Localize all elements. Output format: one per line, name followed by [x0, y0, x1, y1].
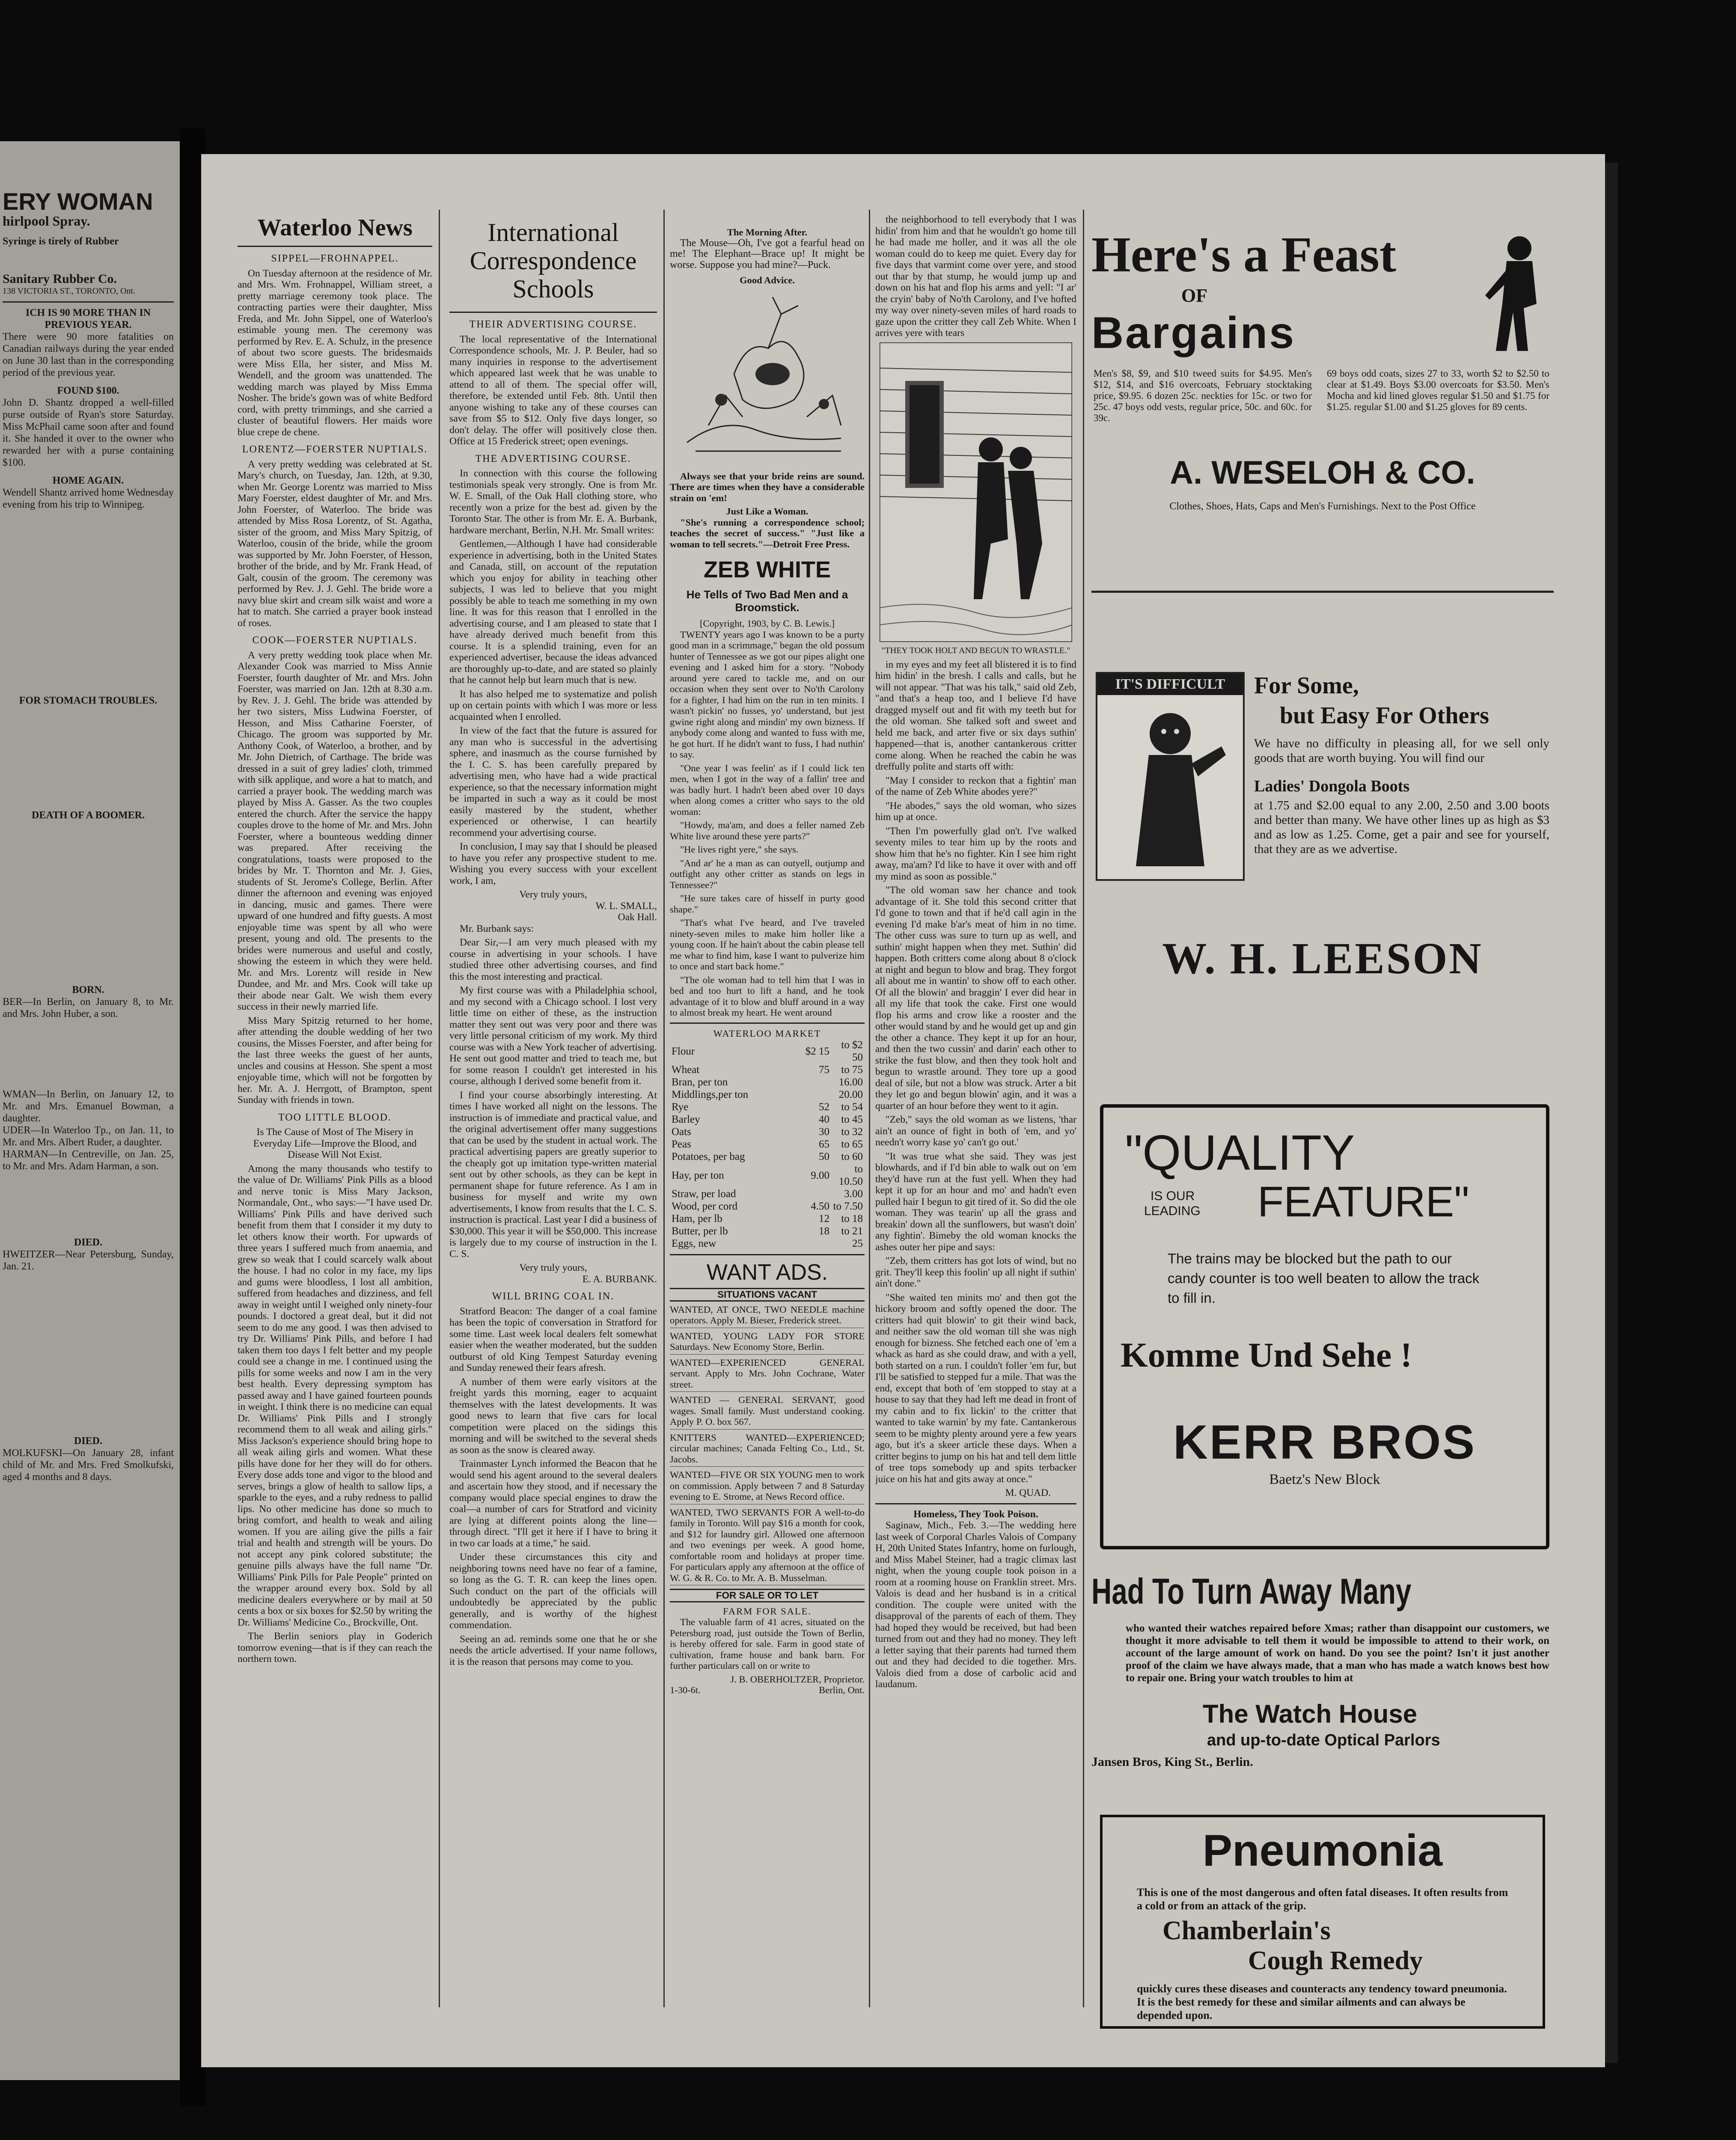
left-line: John D. Shantz dropped a well-filled purse outside of Ryan's store Saturday. Miss McPhail came soon after and found it. She handed it over to the owner who rewarded her with a purse containing $100.	[3, 397, 174, 468]
divider	[875, 1503, 1076, 1504]
article-text: It has also helped me to systematize and polish up on certain points with which I was more or less acquainted when I enrolled.	[449, 688, 657, 722]
bowing-man-icon	[1477, 231, 1549, 360]
column-three	[670, 227, 865, 2003]
left-line: Sanitary Rubber Co.	[3, 272, 117, 286]
market-title: WATERLOO MARKET	[713, 1028, 821, 1039]
feast-of: OF	[1181, 285, 1208, 306]
article-heading: WILL BRING COAL IN.	[492, 1291, 615, 1302]
left-line: HARMAN—In Centreville, on Jan. 25, to Mr. and Mrs. Adam Harman, a son.	[3, 1149, 174, 1172]
waterloo-news-title: Waterloo News	[257, 214, 413, 241]
leeson-name: W. H. LEESON	[1162, 934, 1483, 983]
cartoon-text: The Mouse—Oh, I've got a fearful head on me! The Elephant—Brace up! It might be worse. Suppose you had mine?—Puck.	[670, 237, 865, 270]
article-text: A number of them were early visitors at the freight yards this morning, eager to acquaint themselves with the latest developments. It was good news to learn that five cars for local competition were placed on the sidings this morning and will be switched to the several sheds as soon as the snow is cleared away.	[449, 1376, 657, 1456]
article-text: In view of the fact that the future is assured for any man who is successful in the advertising sphere, and inasmuch as the course furnished by the I. C. S. has been carefully prepared by advertising men, who have had a wide practical experience, so that the necessary information might be imparted in such a way as it could be most easily mastered by the student, whether experienced or otherwise, I can heartily recommend your advertising course.	[449, 725, 657, 838]
cough-remedy-name: Cough Remedy	[1248, 1946, 1423, 1975]
market-item: Peas	[672, 1138, 691, 1150]
divider	[238, 246, 432, 247]
column-rule	[439, 210, 440, 2007]
left-line: BORN.	[72, 984, 104, 996]
market-item: Potatoes, per bag	[672, 1151, 745, 1162]
column-four	[875, 214, 1076, 2003]
article-text: Gentlemen,—Although I have had considerable experience in advertising, both in the United States and Canada, still, on account of the reputation which you enjoy for ability in teaching other subjects, I was led to believe that you might possibly be able to teach me something in my own line. It was for this reason that I enrolled in the advertising course, and I am pleased to state that I have already derived much benefit from this course. It is a splendid training, even for an experienced advertiser, because the ideas advanced are thoroughly up-to-date, and are stated so plainly that he cannot help but learn much that is new.	[449, 538, 657, 686]
leeson-text: at 1.75 and $2.00 equal to any 2.00, 2.50 and 3.00 boots and better than many. We have other lines up as high as $3 and as low as 1.25. Come, get a pair and see for yourself, that they are as we advertise.	[1254, 799, 1549, 856]
left-line: DIED.	[74, 1436, 102, 1447]
left-line: Syringe is tirely of Rubber	[3, 236, 119, 247]
illustration-caption: "THEY TOOK HOLT AND BEGUN TO WRASTLE."	[881, 645, 1070, 655]
market-row	[670, 1163, 865, 1188]
article-text: TWENTY years ago I was known to be a purty good man in a scrimmage," began the old possum hunter of Tennessee as we got our pipes alight one evening and I asked him for a story. "Nobody around yere cared to tackle me, and on our occasion when they sent over to No'th Carolony for a fighter, I had him on the run in ten minits. I wasn't pickin' no fusses, yo' understand, but jest gwine right along and mindin' my own bizness. If anybody come along and wanted to fuss with me, he got hurt. If he didn't want to fuss, I had nuthin' to say.	[670, 629, 865, 760]
article-text: In connection with this course the following testimonials speak very strongly. One is from Mr. W. E. Small, of the Oak Hall clothing store, who recently won a prize for the best ad. given by the Toronto Star. The other is from Mr. E. A. Burbank, hardware merchant, Berlin, N.H. Mr. Small writes:	[449, 468, 657, 536]
farm-text: The valuable farm of 41 acres, situated on the Petersburg road, just outside the Town of Berlin, is hereby offered for sale. Farm in good state of cultivation, frame house and bank barn. For further particulars call on or write to	[670, 1617, 865, 1671]
left-line: HOME AGAIN.	[52, 475, 124, 486]
left-line: WMAN—In Berlin, on January 12, to Mr. and Mrs. Emanuel Bowman, a daughter.	[3, 1089, 174, 1124]
signature: Very truly yours,	[519, 1262, 587, 1273]
cartoon-title: Good Advice.	[740, 275, 795, 285]
watch-house-name: The Watch House	[1203, 1700, 1418, 1728]
market-item: Eggs, new	[672, 1238, 716, 1249]
article-text: "Zeb, them critters has got lots of wind, but no grit. They'll keep this foolin' up all night if suthin' ain't done."	[875, 1255, 1076, 1289]
article-text: Seeing an ad. reminds some one that he or she needs the article advertised. If your name follows, it is the reason that persons may come to you.	[449, 1633, 657, 1667]
signature: E. A. BURBANK.	[582, 1273, 657, 1285]
market-price: to 60	[841, 1151, 863, 1162]
market-price: 3.00	[844, 1188, 863, 1200]
farm-place: Berlin, Ont.	[819, 1685, 865, 1695]
market-price: to 75	[841, 1064, 863, 1076]
leeson-heading-1: For Some,	[1254, 672, 1359, 699]
market-price: to $2 50	[841, 1039, 863, 1063]
farm-date: 1-30-6t.	[670, 1685, 701, 1695]
situations-heading: SITUATIONS VACANT	[670, 1288, 865, 1302]
farm-title: FARM FOR SALE.	[722, 1605, 812, 1617]
article-text: On Tuesday afternoon at the residence of Mr. and Mrs. Wm. Frohnappel, William street, a pretty marriage ceremony took place. The contracting parties were their daughter, Miss Freda, and Mr. John Sippel, one of Waterloo's estimable young men. The ceremony was performed by Rev. E. A. Schulz, in the presence of about two score guests. The bridesmaids were Miss Ella, her sister, and Miss M. Wendell, and the groom was unattended. The wedding march was played by Miss Emma Nosher. The bride's gown was of white Bedford cord, with pretty trimmings, and she carried a cluster of beautiful flowers. Her maids wore blue crepe de chene.	[238, 268, 432, 438]
market-price: 30	[819, 1126, 829, 1138]
market-item: Butter, per lb	[672, 1225, 728, 1237]
left-line: Wendell Shantz arrived home Wednesday evening from his trip to Winnipeg.	[3, 487, 174, 510]
market-price: to 21	[841, 1225, 863, 1237]
weseloh-name: A. WESELOH & CO.	[1170, 455, 1475, 491]
market-price: to 65	[841, 1138, 863, 1150]
leeson-boots: Ladies' Dongola Boots	[1254, 777, 1410, 795]
article-text: "That's what I've heard, and I've traveled ninety-seven miles to make him holler like a young coon. If he hain't about the cabin please tell me whar to find him, kase I want to pulverize him to once and start back home."	[670, 917, 865, 972]
market-row	[670, 1126, 865, 1138]
want-ad: WANTED, YOUNG LADY FOR STORE Saturdays. New Economy Store, Berlin.	[670, 1331, 865, 1355]
article-text: "Zeb," says the old woman as we listens, 'thar ain't an ounce of fight in both of 'em, and yo' needn't worry kase yo' can't go out.'	[875, 1114, 1076, 1148]
left-line: UDER—In Waterloo Tp., on Jan. 11, to Mr. and Mrs. Albert Ruder, a daughter.	[3, 1125, 174, 1148]
weseloh-subline: Clothes, Shoes, Hats, Caps and Men's Furnishings. Next to the Post Office	[1169, 501, 1476, 512]
cartoon-title: The Morning After.	[727, 227, 808, 238]
market-item: Bran, per ton	[672, 1076, 728, 1088]
market-row	[670, 1200, 865, 1213]
article-text: Under these circumstances this city and neighboring towns need have no fear of a famine, so long as the G. T. R. can keep the lines open. Such conduct on the part of the officials will undoubtedly be appreciated by the public generally, and is worthy of the highest commendation.	[449, 1552, 657, 1631]
article-text: Stratford Beacon: The danger of a coal famine has been the topic of conversation in Stratford for some time. Last week local dealers felt somewhat easier when the weather moderated, but the sudden outburst of old King Tempest Saturday evening and Sunday renewed their fears afresh.	[449, 1305, 657, 1373]
article-text: "Then I'm powerfully glad on't. I've walked seventy miles to tear him up by the roots and show him that he's no fighter. Kin I see him right away, ma'am? I'd like to have it over with and off my mind as soon as possible."	[875, 825, 1076, 882]
feast-bargains: Bargains	[1091, 308, 1296, 358]
market-item: Flour	[672, 1045, 695, 1057]
watch-subline: and up-to-date Optical Parlors	[1207, 1731, 1440, 1749]
girl-illustration	[1096, 672, 1245, 881]
leeson-text: We have no difficulty in pleasing all, for we sell only goods that are worth buying. You will find our	[1254, 737, 1549, 765]
article-heading: THE ADVERTISING COURSE.	[475, 453, 631, 464]
watch-title: Had To Turn Away Many	[1091, 1571, 1412, 1611]
article-text: Miss Mary Spitzig returned to her home, after attending the double wedding of her two cousins, the Misses Foerster, and after being for the last three weeks the guest of her aunts, uncles and cousins at Hesson. She spent a most enjoyable time, which will not be forgotten by her. Mr. A. J. Herrgott, of Brampton, spent Sunday with friends in town.	[238, 1015, 432, 1106]
feast-left-list: Men's $8, $9, and $10 tweed suits for $4.95. Men's $12, $14, and $16 overcoats, February stocktaking price, $9.95. 6 dozen 25c. neckties for 15c. or two for 25c. 47 boys odd vests, regular price, 50c. and 60c. for 39c.	[1094, 368, 1312, 423]
joke-title: Just Like a Woman.	[726, 506, 809, 517]
copyright-line: [Copyright, 1903, by C. B. Lewis.]	[700, 618, 835, 629]
market-price: 18	[819, 1225, 829, 1237]
pneumonia-advertisement	[1100, 1815, 1545, 2029]
article-text: My first course was with a Philadelphia school, and my second with a Chicago school. I lost very little time on either of these, as the instruction matter they sent out was very poor and there was very little personal criticism of my work. My third course was with a New York teacher of advertising. He sent out good matter and tried to teach me, but for some reason I couldn't get interested in his course, although I derived some benefit from it.	[449, 985, 657, 1087]
article-heading: COOK—FOERSTER NUPTIALS.	[252, 635, 418, 646]
article-text: Saginaw, Mich., Feb. 3.—The wedding here last week of Corporal Charles Valois of Company H, 20th United States Infantry, home on furlough, and Miss Mabel Steiner, had a tragic climax last night, when the young couple took poison in a room at a rooming house on Franklin street. Mrs. Valois is dead and her husband is in a critical condition. The couple were united with the disapproval of the parents of each of them. They had hoped they would be received, but had been turned from out and they had no money. They left a letter saying that their parents had turned them out and they had decided to die together. Mrs. Valois died from a dose of carbolic acid and laudanum.	[875, 1520, 1076, 1690]
ics-column	[449, 214, 657, 2003]
article-text: "Howdy, ma'am, and does a feller named Zeb White live around these yere parts?"	[670, 820, 865, 841]
market-price	[798, 1088, 831, 1101]
market-price: to 32	[841, 1126, 863, 1138]
signature: Oak Hall.	[618, 912, 657, 923]
signature: Very truly yours,	[519, 889, 587, 900]
market-price: 52	[819, 1101, 829, 1113]
page-right-edge	[1605, 163, 1618, 2063]
article-text: Dear Sir,—I am very much pleased with my course in advertising in your schools. I have studied three other advertising courses, and find this the most interesting and practical.	[449, 937, 657, 982]
article-text: "He abodes," says the old woman, who sizes him up at once.	[875, 800, 1076, 823]
article-text: In conclusion, I may say that I should be pleased to have you refer any prospective student to me. Wishing you every success with your excellent work, I am,	[449, 841, 657, 886]
cartoon-caption: Always see that your bride reins are sound. There are times when they have a considerable strain on 'em!	[670, 470, 865, 503]
divider	[1091, 591, 1554, 593]
kerr-bros-advertisement	[1100, 1104, 1549, 1549]
market-price: 20.00	[838, 1089, 863, 1100]
left-line: DEATH OF A BOOMER.	[31, 810, 145, 821]
market-price: 75	[819, 1064, 829, 1076]
left-line: There were 90 more fatalities on Canadian railways during the year ended on June 30 last than in the corresponding period of the previous year.	[3, 331, 174, 378]
watch-address: Jansen Bros, King St., Berlin.	[1091, 1755, 1253, 1769]
want-ad: WANTED, TWO SERVANTS FOR A well-to-do family in Toronto. Will pay $16 a month for cook, and $12 for laundry girl. Allowed one afternoon and two evenings per week. A good home, comfortable room and holidays at proper time. For particulars apply any afternoon at the office of W. G. & R. Co. to Mr. A. B. Musselman.	[670, 1507, 865, 1586]
left-line: BER—In Berlin, on January 8, to Mr. and Mrs. John Huber, a son.	[3, 996, 174, 1019]
article-text: "May I consider to reckon that a fightin' man of the name of Zeb White abodes yere?"	[875, 775, 1076, 797]
news-heading: Homeless, They Took Poison.	[913, 1508, 1038, 1520]
left-line: ICH IS 90 MORE THAN IN PREVIOUS YEAR.	[25, 307, 151, 330]
market-price: 50	[819, 1151, 829, 1162]
market-row	[670, 1088, 865, 1101]
article-text: the neighborhood to tell everybody that I was hidin' from him and that he wouldn't go home till he had made me holler, and it was all the ole woman could do to keep me quiet. Every day for five days that varmint come over yere, and stood out thar by that stump, he would jump up and down on his hat and flop his arms and yell: "I ar' the cryin' baby of No'th Carolony, and I've hofted my way over ninety-seven miles of hard roads to gaze upon the critter they call Zeb White. When I arrives yere with tears	[875, 214, 1076, 339]
market-price: 40	[819, 1114, 829, 1125]
market-row	[670, 1188, 865, 1200]
article-text: "She waited ten minits mo' and then got the hickory broom and softly opened the door. The critters had quit blowin' to git their wind back, and neither saw the old woman till she was nigh enough for bizness. She fetched each one of 'em a whack as hard as she could draw, and with a yell, both started on a run. I couldn't foller 'em fur, but I'll be satisfied to stepped fur a mile. That was the end, except that both of 'em stopped to stay at a house to say that they had left me dead in front of my cabin and to fix lickin' to the critter that wanted to take warnin' by my fate. Cantankerous seem to be mighty plenty around yere a few years ago, but it's a skeer article these days. When a critter begins to jump on his hat and tell dem little of tree tops somebody up and spits terbacker juice on his hat and gits away at once."	[875, 1292, 1076, 1485]
column-rule	[663, 210, 665, 2007]
market-row	[670, 1138, 865, 1150]
column-rule	[1083, 210, 1084, 2007]
want-ad: WANTED — GENERAL SERVANT, good wages. Small family. Must understand cooking. Apply P. O. box 567.	[670, 1394, 865, 1430]
article-text: The Berlin seniors play in Goderich tomorrow evening—that is if they can reach the northern town.	[238, 1631, 432, 1664]
market-item: Middlings,per ton	[672, 1089, 749, 1100]
market-price: $2 15	[805, 1045, 829, 1057]
article-text: "The ole woman had to tell him that I was in bed and too hurt to lift a hand, and he took advantage of it to blow and bluff around in a way to almost break my heart. He went around	[670, 974, 865, 1018]
left-line: MOLKUFSKI—On January 28, infant child of Mr. and Mrs. Fred Smolkufski, aged 4 months and 8 days.	[3, 1447, 174, 1483]
zeb-white-title: ZEB WHITE	[704, 557, 831, 583]
market-row	[670, 1064, 865, 1076]
quality-word: "QUALITY	[1125, 1125, 1355, 1180]
cartoon-illustration	[670, 288, 865, 468]
article-heading: TOO LITTLE BLOOD.	[278, 1112, 392, 1123]
its-difficult-banner: IT'S DIFFICULT	[1097, 674, 1243, 695]
is-our-label: IS OUR	[1150, 1189, 1195, 1203]
article-heading: THEIR ADVERTISING COURSE.	[469, 319, 637, 330]
newspaper-page	[201, 154, 1605, 2067]
article-text: "One year I was feelin' as if I could lick ten men, when I got in the way of a fallin' tree and was badly hurt. I hadn't been abed over 10 days when along comes a critter who says to the old woman:	[670, 762, 865, 817]
feast-title: Here's a Feast	[1091, 226, 1397, 282]
article-text: Mr. Burbank says:	[460, 923, 534, 934]
want-ad: KNITTERS WANTED—EXPERIENCED; circular machines; Canada Felting Co., Ltd., St. Jacobs.	[670, 1432, 865, 1467]
market-row	[670, 1101, 865, 1113]
pneumonia-text: This is one of the most dangerous and often fatal diseases. It often results from a cold or from an attack of the grip.	[1137, 1886, 1508, 1912]
market-row	[670, 1225, 865, 1237]
market-row	[670, 1113, 865, 1126]
farm-signature: J. B. OBERHOLTZER, Proprietor.	[730, 1673, 865, 1685]
left-page-column	[3, 188, 174, 2063]
market-row	[670, 1150, 865, 1163]
joke-text: "She's running a correspondence school; teaches the secret of success." "Just like a woman to tell secrets."—Detroit Free Press.	[670, 517, 865, 550]
market-row	[670, 1213, 865, 1225]
market-price: 9.00	[811, 1169, 829, 1181]
article-text: "He lives right yere," she says.	[680, 844, 799, 855]
market-row	[670, 1237, 865, 1250]
market-price: to 54	[841, 1101, 863, 1113]
want-ads-list	[670, 1304, 865, 1586]
article-text: Trainmaster Lynch informed the Beacon that he would send his agent around to the several dealers and ascertain how they stood, and if necessary the company would place special engines to draw the coal—a number of cars for Stratford and vicinity are lying at different points along the line—through direct. "I'll get it here if I have to bring it in two car loads at a time," he said.	[449, 1458, 657, 1549]
kerr-address: Baetz's New Block	[1269, 1471, 1380, 1487]
market-row	[670, 1039, 865, 1064]
article-text: The local representative of the International Correspondence schools, Mr. J. P. Beuler, had so many inquiries in response to the advertisement which appeared last week that he was unable to attend to all of them. The special offer will, therefore, be extended until Feb. 8th. Until then anyone wishing to take any of these courses can save from $5 to $12. Only five days longer, so don't delay. The offer will positively close then. Office at 15 Frederick street; open evenings.	[449, 333, 657, 447]
waterloo-news-column	[238, 214, 432, 2003]
chamberlain-name: Chamberlain's	[1162, 1916, 1331, 1945]
market-item: Wheat	[672, 1064, 700, 1076]
market-item: Ham, per lb	[672, 1213, 722, 1225]
market-item: Rye	[672, 1101, 689, 1113]
want-ads-title: WANT ADS.	[706, 1260, 828, 1285]
for-sale-heading: FOR SALE OR TO LET	[670, 1589, 865, 1602]
feature-word: FEATURE"	[1257, 1178, 1469, 1226]
watch-house-advertisement	[1091, 1571, 1554, 1802]
market-price: to 7.50	[833, 1201, 863, 1212]
article-text: in my eyes and my feet all blistered it is to find him hidin' in the bresh. I calls and calls, but he will not appear. "That was his talk," said old Zeb, "and that's a heap too, and I believe I'd have dragged myself out and fit with my teeth but for the old woman. She talked soft and sweet and held me back, and arter five or six days suthin' happened—that is, another cantankerous critter come along. When he reached the cabin he was dreffully polite and starts off with:	[875, 659, 1076, 772]
article-text: Among the many thousands who testify to the value of Dr. Williams' Pink Pills as a blood and nerve tonic is Miss Mary Jackson, Normandale, Ont., who says:—"I have used Dr. Williams' Pink Pills and have derived such benefit from them that I consider it my duty to let others know their worth. For upwards of three years I suffered much from anaemia, and grew so weak that I could scarcely walk about the house. I had no color in my face, my lips and gums were bloodless, I lost all ambition, suffered from headaches and dizziness, and fell away in weight until I weighed only ninety-four pounds. I doctored a great deal, but it did not seem to do me any good. I was then advised to try Dr. Williams' Pink Pills, and before I had taken them too days I felt better and my people could see a change in me. I continued using the pills for some weeks and now I am in the very best health. Every depressing symptom has passed away and I have gained fourteen pounds in weight. I think there is no medicine can equal Dr. Williams' Pink Pills and I strongly recommend them to all weak and ailing girls." Miss Jackson's experience should bring hope to all weak ailing girls and women. What these pills have done for her they will do for others. Every dose adds tone and vigor to the blood and serves, brings a glow of health to sallow lips, a sparkle to the eyes, and a ruby redness to pallid lips. No other medicine has done so much to bring comfort, and health to weak and ailing women. If you are ailing give the pills a fair trial and health and strength will be yours. Do not accept any pink colored substitute; the genuine pills always have the full name "Dr. Williams' Pink Pills for Pale People" printed on the wrapper around every box. Sold by all medicine dealers everywhere or by mail at 50 cents a box or six boxes for $2.50 by writing the Dr. Williams' Medicine Co., Brockville, Ont.	[238, 1163, 432, 1628]
article-text: "It was true what she said. They was jest blowhards, and if I'd bin able to walk out on 'em they'd have run at the fust yell. When they had kept it up for an hour and mo' and hadn't even pulled hair I begun to git tired of it. So did the ole woman. They was tearin' up all the grass and breakin' down all the sunflowers, but wasn't doin' any fightin'. Bimeby the old woman knocks the ashes outer her pipe and says:	[875, 1150, 1076, 1253]
left-line: hirlpool Spray.	[3, 213, 90, 229]
watch-text: who wanted their watches repaired before Xmas; rather than disappoint our customers, we thought it more advisable to tell them it would be impossible to attend to their work, on account of the large amount of work on hand. Do you see the point? Isn't it just another proof of the claim we have always made, that a man who has made a watch knows best how to repair one. Bring your watch troubles to him at	[1126, 1623, 1549, 1684]
market-price	[798, 1237, 831, 1250]
article-heading: LORENTZ—FOERSTER NUPTIALS.	[242, 444, 428, 455]
left-line: FOR STOMACH TROUBLES.	[19, 695, 158, 706]
market-item: Barley	[672, 1114, 700, 1125]
left-line: FOUND $100.	[57, 385, 119, 396]
left-line: 138 VICTORIA ST., TORONTO, Ont.	[3, 286, 136, 296]
market-price: to 45	[841, 1114, 863, 1125]
divider	[670, 1254, 865, 1255]
article-text: "The old woman saw her chance and took advantage of it. She told this second critter that I'd gone to town and that if he'd call agin in the evening I'd make b'ar's meat of him in no time. The other cuss was sure to turn up as well, and suthin' might happen when they met. Suthin' did happen. Both critters come along about 8 o'clock at night and begun to blow and brag. They forgot all about me in wantin' to show off to each other. Of all the blowin' and braggin' I ever did hear in all my life that took the cake. First one would flop his arms and crow like a rooster and the other would stand by and he would get up and gin the other a chance. They kept it up for an hour, and then the two cussin' and darin' each other to strike the fust blow, and then they took holt and begun to wrastle around. They tore up a good deal of sile, but not a blow was struck. Arter a bit they let go and begun blowin' agin, and it was a quarter of an hour before they went to it agin.	[875, 885, 1076, 1112]
column-rule	[869, 210, 870, 2007]
left-page-fragment	[0, 141, 180, 2080]
market-item: Hay, per ton	[672, 1169, 724, 1181]
author-signature: M. QUAD.	[1005, 1487, 1051, 1498]
article-text: A very pretty wedding was celebrated at St. Mary's church, on Tuesday, Jan. 12th, at 9.30, when Mr. George Lorentz was married to Miss Mary Foerster, eldest daughter of Mr. and Mrs. John Foerster, of Waterloo. The bride was attended by Miss Rosa Lorentz, of St. Agatha, sister of the groom, and Miss Mary Spitzig, of Waterloo, cousin of the bride, while the groom was supported by Mr. John Foerster, of Hesson, brother of the bride, and by Mr. Frank Head, of Galt, cousin of the groom. The ceremony was performed by Rev. J. J. Gehl. The bride wore a navy blue skirt and cream silk waist and wore a hat to match. She carried a prayer book instead of roses.	[238, 458, 432, 629]
market-price: to 10.50	[838, 1163, 863, 1187]
market-item: Straw, per load	[672, 1188, 736, 1200]
market-price: 12	[819, 1213, 829, 1225]
wrestling-illustration	[880, 342, 1072, 642]
article-text: A very pretty wedding took place when Mr. Alexander Cook was married to Miss Annie Foerster, fourth daughter of Mr. and Mrs. John Foerster, was married on Jan. 12th at 8.30 a.m. by Rev. J. J. Gehl. The bride was attended by her two sisters, Miss Ludwina Foerster, of Hesson, and Miss Catharine Foerster, of Chicago. The groom was supported by Mr. Anthony Cook, of Waterloo, a brother, and by Mr. John Dietrich, of Carthage. The bride was dressed in a suit of grey ladies' cloth, trimmed with silk applique, and wore a hat to match, and carried a prayer book. The wedding march was played by Miss A. Gasser. As the two couples entered the church. After the service the happy couples drove to the home of Mr. and Mrs. John Foerster, where a bounteous wedding dinner was prepared. After receiving the congratulations, toasts were proposed to the brides by Mr. T. Thornton and Mr. J. Gies, students of St. Jerome's College, Berlin. After dinner the afternoon and evening was enjoyed in dancing, music and games. There were upward of one hundred and fifty guests. A most enjoyable time was spent by all who were present, young and old. The presents to the brides were numerous and useful and costly, showing the esteem in which they were held. Mr. and Mrs. Lorentz will reside in New Dundee, and Mr. and Mrs. Cook will take up their abode near Galt. We wish them every success in their newly married life.	[238, 649, 432, 1012]
market-item: Wood, per cord	[672, 1201, 738, 1212]
komme-und-sehe: Komme Und Sehe !	[1121, 1335, 1412, 1374]
want-ad: WANTED—FIVE OR SIX YOUNG men to work on commission. Apply between 7 and 8 Saturday evening to E. Strome, at News Record office.	[670, 1469, 865, 1504]
zeb-white-subtitle: He Tells of Two Bad Men and a Broomstick.	[686, 588, 848, 614]
left-line: HWEITZER—Near Petersburg, Sunday, Jan. 21.	[3, 1249, 174, 1272]
leeson-heading-2: but Easy For Others	[1280, 702, 1489, 729]
signature: W. L. SMALL,	[595, 900, 657, 912]
article-text: "He sure takes care of hisself in purty good shape."	[670, 893, 865, 915]
article-text: I find your course absorbingly interesting. At times I have worked all night on the lessons. The instruction is of immediate and practical value, and the original advertisement offer many suggestions that can be used by the student in actual work. The practical advertising papers are greatly superior to the cheaply got up imitation type-written material sent out by other schools, as they can be kept in permanent shape for future reference. As I am in business for myself and write my own advertisements, I know from results that the I. C. S. instruction is practical. Last year I did a business of $30,000. This year it will be $50,000. This increase is largely due to my course of instruction in the I. C. S.	[449, 1089, 657, 1260]
article-text: "And ar' he a man as can outyell, outjump and outfight any other critter as stands on legs in Tennessee?"	[670, 857, 865, 890]
market-price: 4.50	[811, 1201, 829, 1212]
market-price	[798, 1188, 831, 1200]
left-head-every-woman: ERY WOMAN	[3, 188, 153, 215]
market-price: 25	[852, 1238, 863, 1249]
market-price	[798, 1076, 831, 1088]
leeson-advertisement	[1091, 672, 1554, 1143]
divider	[670, 1022, 865, 1024]
article-heading: SIPPEL—FROHNAPPEL.	[271, 253, 399, 264]
ics-title: International Correspondence Schools	[470, 218, 637, 303]
market-item: Oats	[672, 1126, 691, 1138]
market-price: to 18	[841, 1213, 863, 1225]
feast-right-list: 69 boys odd coats, sizes 27 to 33, worth $2 to $2.50 to clear at $1.49. Boys $3.00 overcoats for $3.50. Men's Mocha and kid lined gloves regular $1.50 and $1.75 for $1.25. regular $1.00 and $1.25 gloves for 89 cents.	[1327, 368, 1549, 412]
divider	[449, 312, 657, 313]
want-ad: WANTED—EXPERIENCED GENERAL servant. Apply to Mrs. John Cochrane, Water street.	[670, 1357, 865, 1392]
market-price: 16.00	[838, 1076, 863, 1088]
market-table	[670, 1039, 865, 1250]
market-price: 65	[819, 1138, 829, 1150]
market-row	[670, 1076, 865, 1088]
want-ad: WANTED, AT ONCE, TWO NEEDLE machine operators. Apply M. Bieser, Frederick street.	[670, 1304, 865, 1328]
weseloh-advertisement	[1091, 218, 1554, 612]
article-subhead: Is The Cause of Most of The Misery in Everyday Life—Improve the Blood, and Disease Will Not Exist.	[253, 1126, 417, 1160]
leading-label: LEADING	[1144, 1204, 1201, 1218]
pneumonia-title: Pneumonia	[1202, 1826, 1443, 1875]
divider	[3, 301, 174, 303]
left-line: DIED.	[74, 1237, 102, 1248]
kerr-text: The trains may be blocked but the path to our candy counter is too well beaten to allow the track to fill in.	[1168, 1251, 1480, 1306]
pneumonia-text: quickly cures these diseases and counteracts any tendency toward pneumonia. It is the best remedy for these and similar ailments and can always be depended upon.	[1137, 1982, 1507, 2021]
kerr-bros-name: KERR BROS	[1173, 1415, 1477, 1469]
